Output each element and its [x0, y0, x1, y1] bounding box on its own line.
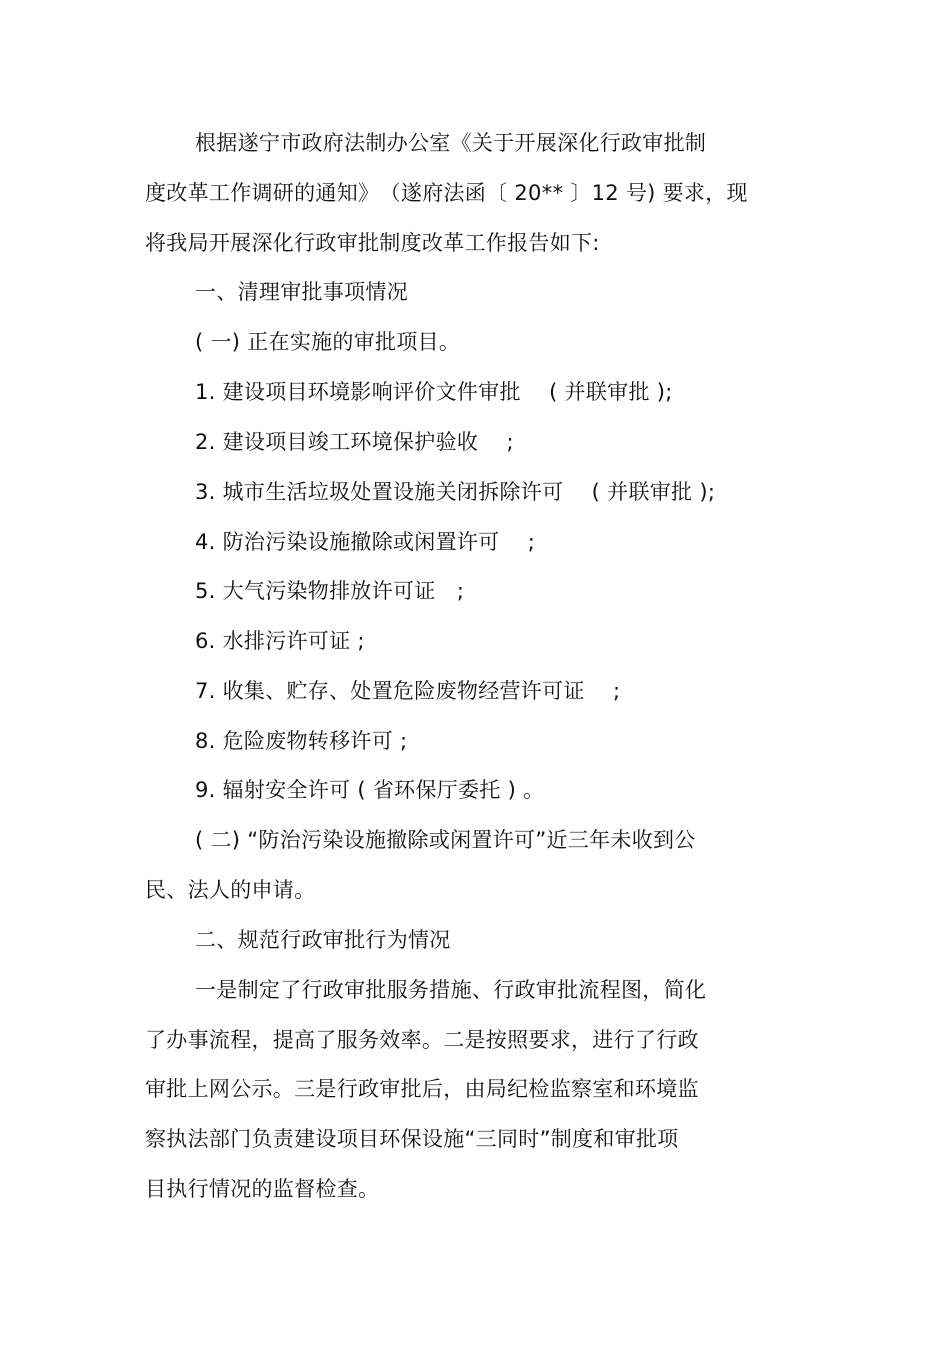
- approval-item-3: 3. 城市生活垃圾处置设施关闭拆除许可 ( 并联审批 );: [195, 480, 716, 504]
- intro-line-2: 度改革工作调研的通知》 （遂府法函〔 20** 〕12 号) 要求，现: [145, 181, 748, 205]
- section-1-sub-1-heading: ( 一) 正在实施的审批项目。: [195, 330, 461, 354]
- approval-item-1: 1. 建设项目环境影响评价文件审批 ( 并联审批 );: [195, 380, 673, 404]
- section-2-body-line-5: 目执行情况的监督检查。: [145, 1177, 380, 1201]
- section-2-body-line-2: 了办事流程，提高了服务效率。二是按照要求，进行了行政: [145, 1028, 699, 1052]
- section-2-body-line-3: 审批上网公示。三是行政审批后，由局纪检监察室和环境监: [145, 1077, 699, 1101]
- section-2-body-line-4: 察执法部门负责建设项目环保设施“三同时”制度和审批项: [145, 1127, 679, 1151]
- approval-item-5: 5. 大气污染物排放许可证 ;: [195, 579, 465, 603]
- approval-item-7: 7. 收集、贮存、处置危险废物经营许可证 ;: [195, 679, 621, 703]
- section-1-sub-2-line-1: ( 二) “防治污染设施撤除或闲置许可”近三年未收到公: [195, 828, 696, 852]
- section-1-heading: 一、清理审批事项情况: [195, 280, 408, 304]
- approval-item-9: 9. 辐射安全许可 ( 省环保厅委托 ) 。: [195, 778, 545, 802]
- approval-item-4: 4. 防治污染设施撤除或闲置许可 ;: [195, 530, 536, 554]
- intro-line-3: 将我局开展深化行政审批制度改革工作报告如下:: [145, 231, 600, 255]
- approval-item-6: 6. 水排污许可证 ;: [195, 629, 365, 653]
- approval-item-2: 2. 建设项目竣工环境保护验收 ;: [195, 430, 514, 454]
- section-1-sub-2-line-2: 民、法人的申请。: [145, 878, 316, 902]
- intro-line-1: 根据遂宁市政府法制办公室《关于开展深化行政审批制: [195, 131, 707, 155]
- section-2-heading: 二、规范行政审批行为情况: [195, 928, 451, 952]
- approval-item-8: 8. 危险废物转移许可 ;: [195, 729, 408, 753]
- section-2-body-line-1: 一是制定了行政审批服务措施、行政审批流程图，简化: [195, 978, 707, 1002]
